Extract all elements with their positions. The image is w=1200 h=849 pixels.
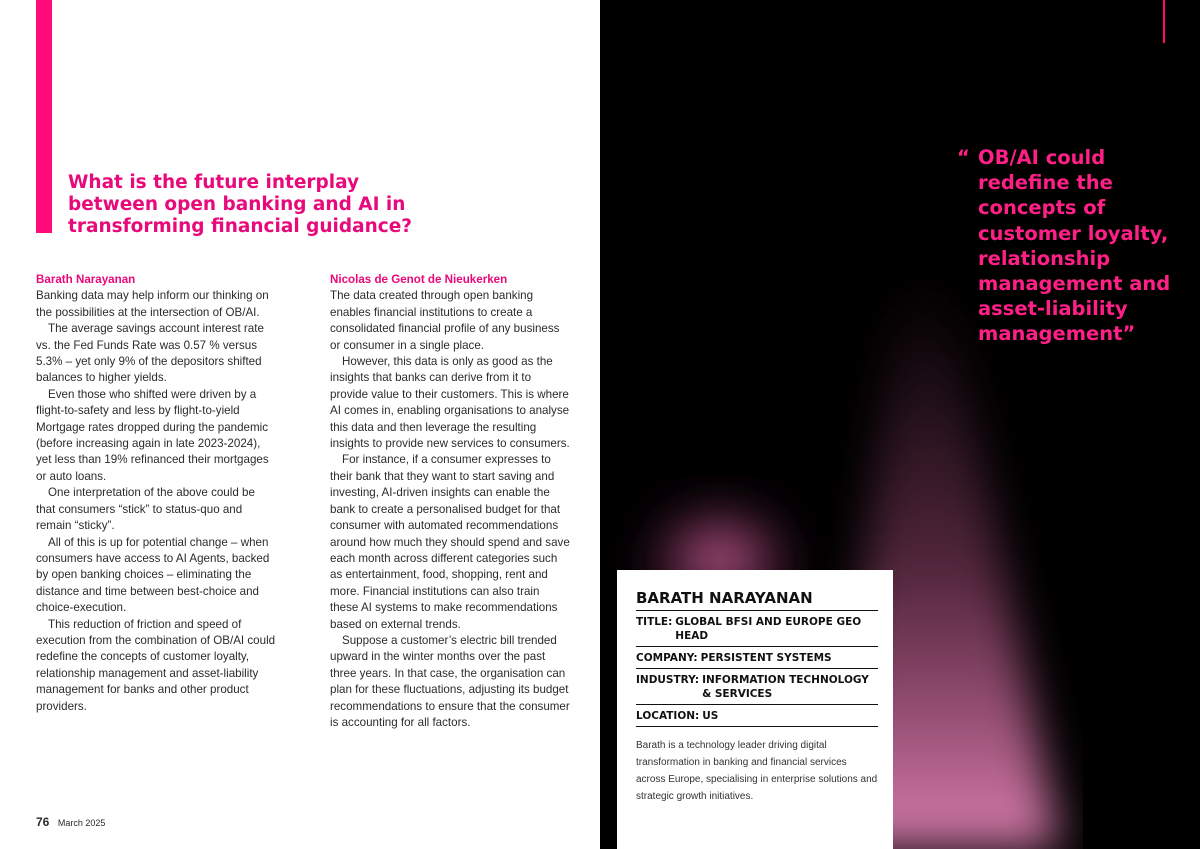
profile-key: TITLE: (636, 616, 673, 628)
right-page (600, 0, 1200, 849)
answer-column-2 (330, 272, 570, 731)
page-number: 76 (36, 815, 50, 829)
profile-card (617, 570, 893, 849)
paragraph: This reduction of friction and speed of execution from the combination of OB/AI could redefine the concepts of customer loyalty, relationship management and asset-liability management for banks and other product providers. (36, 617, 276, 713)
paragraph: The average savings account interest rate vs. the Fed Funds Rate was 0.57 % versus 5.3% – yet only 9% of the depositors shifted balances to higher yields. (36, 322, 264, 385)
paragraph: All of this is up for potential change – when consumers have access to AI Agents, backed by open banking choices – eliminating the distance and time between best-choice and choice-execution. (36, 535, 270, 615)
article-question: What is the future interplay between open banking and AI in transforming financial guidance? (68, 172, 412, 237)
profile-row-company (636, 647, 878, 669)
profile-value: INFORMATION TECHNOLOGY & SERVICES (702, 674, 869, 700)
paragraph: For instance, if a consumer expresses to their bank that they want to start saving and investing, AI-driven insights can enable the bank to create a personalised budget for that consumer with automated recommendations around how much they should spend and save each month across different categories such as entertainment, food, shopping, rent and more. Financial institutions can also train these AI systems to make recommendations based on external trends. (330, 453, 570, 631)
profile-value: GLOBAL BFSI AND EUROPE GEO HEAD (675, 616, 862, 642)
accent-bar (36, 0, 52, 233)
author-name: Nicolas de Genot de Nieukerken (330, 273, 508, 286)
page-footer (36, 815, 105, 829)
profile-key: LOCATION: (636, 710, 700, 722)
author-name: Barath Narayanan (36, 273, 136, 286)
profile-value: US (702, 710, 719, 722)
profile-row-industry (636, 669, 878, 705)
profile-key: INDUSTRY: (636, 674, 700, 686)
pull-quote-text: OB/AI could redefine the concepts of customer loyalty, relationship management and asset-liability management” (978, 146, 1171, 346)
profile-value: PERSISTENT SYSTEMS (700, 652, 832, 664)
profile-bio: Barath is a technology leader driving digital transformation in banking and financial services across Europe, specialising in enterprise solutions and strategic growth initiatives. (636, 740, 878, 802)
paragraph: Banking data may help inform our thinking on the possibilities at the intersection of OB/AI. (36, 289, 269, 319)
issue-date: March 2025 (57, 818, 106, 828)
paragraph: Even those who shifted were driven by a flight-to-safety and less by flight-to-yield Mortgage rates dropped during the pandemic (before increasing again in late 2023-2024), yet less than 19% refinanced their mortgages or auto loans. (36, 387, 269, 483)
answer-column-1 (36, 272, 276, 715)
paragraph: Suppose a customer’s electric bill trended upward in the winter months over the past three years. In that case, the organisation can plan for these fluctuations, adjusting its budget recommendations to ensure that the consumer is accounting for all factors. (330, 633, 570, 729)
paragraph: One interpretation of the above could be that consumers “stick” to status-quo and remain “sticky”. (36, 486, 255, 533)
profile-key: COMPANY: (636, 652, 698, 664)
top-rule (1163, 0, 1165, 43)
pull-quote (957, 145, 1197, 347)
paragraph: However, this data is only as good as the insights that banks can derive from it to provide value to their customers. This is where AI comes in, enabling organisations to analyse this data and then leverage the resulting insights to provide new services to consumers. (330, 355, 570, 451)
profile-row-location (636, 705, 878, 727)
open-quote-mark: “ (957, 146, 970, 169)
paragraph: The data created through open banking enables financial institutions to create a consolidated financial profile of any business or consumer in a single place. (330, 289, 560, 352)
profile-row-title (636, 611, 878, 647)
profile-name: BARATH NARAYANAN (636, 589, 878, 611)
